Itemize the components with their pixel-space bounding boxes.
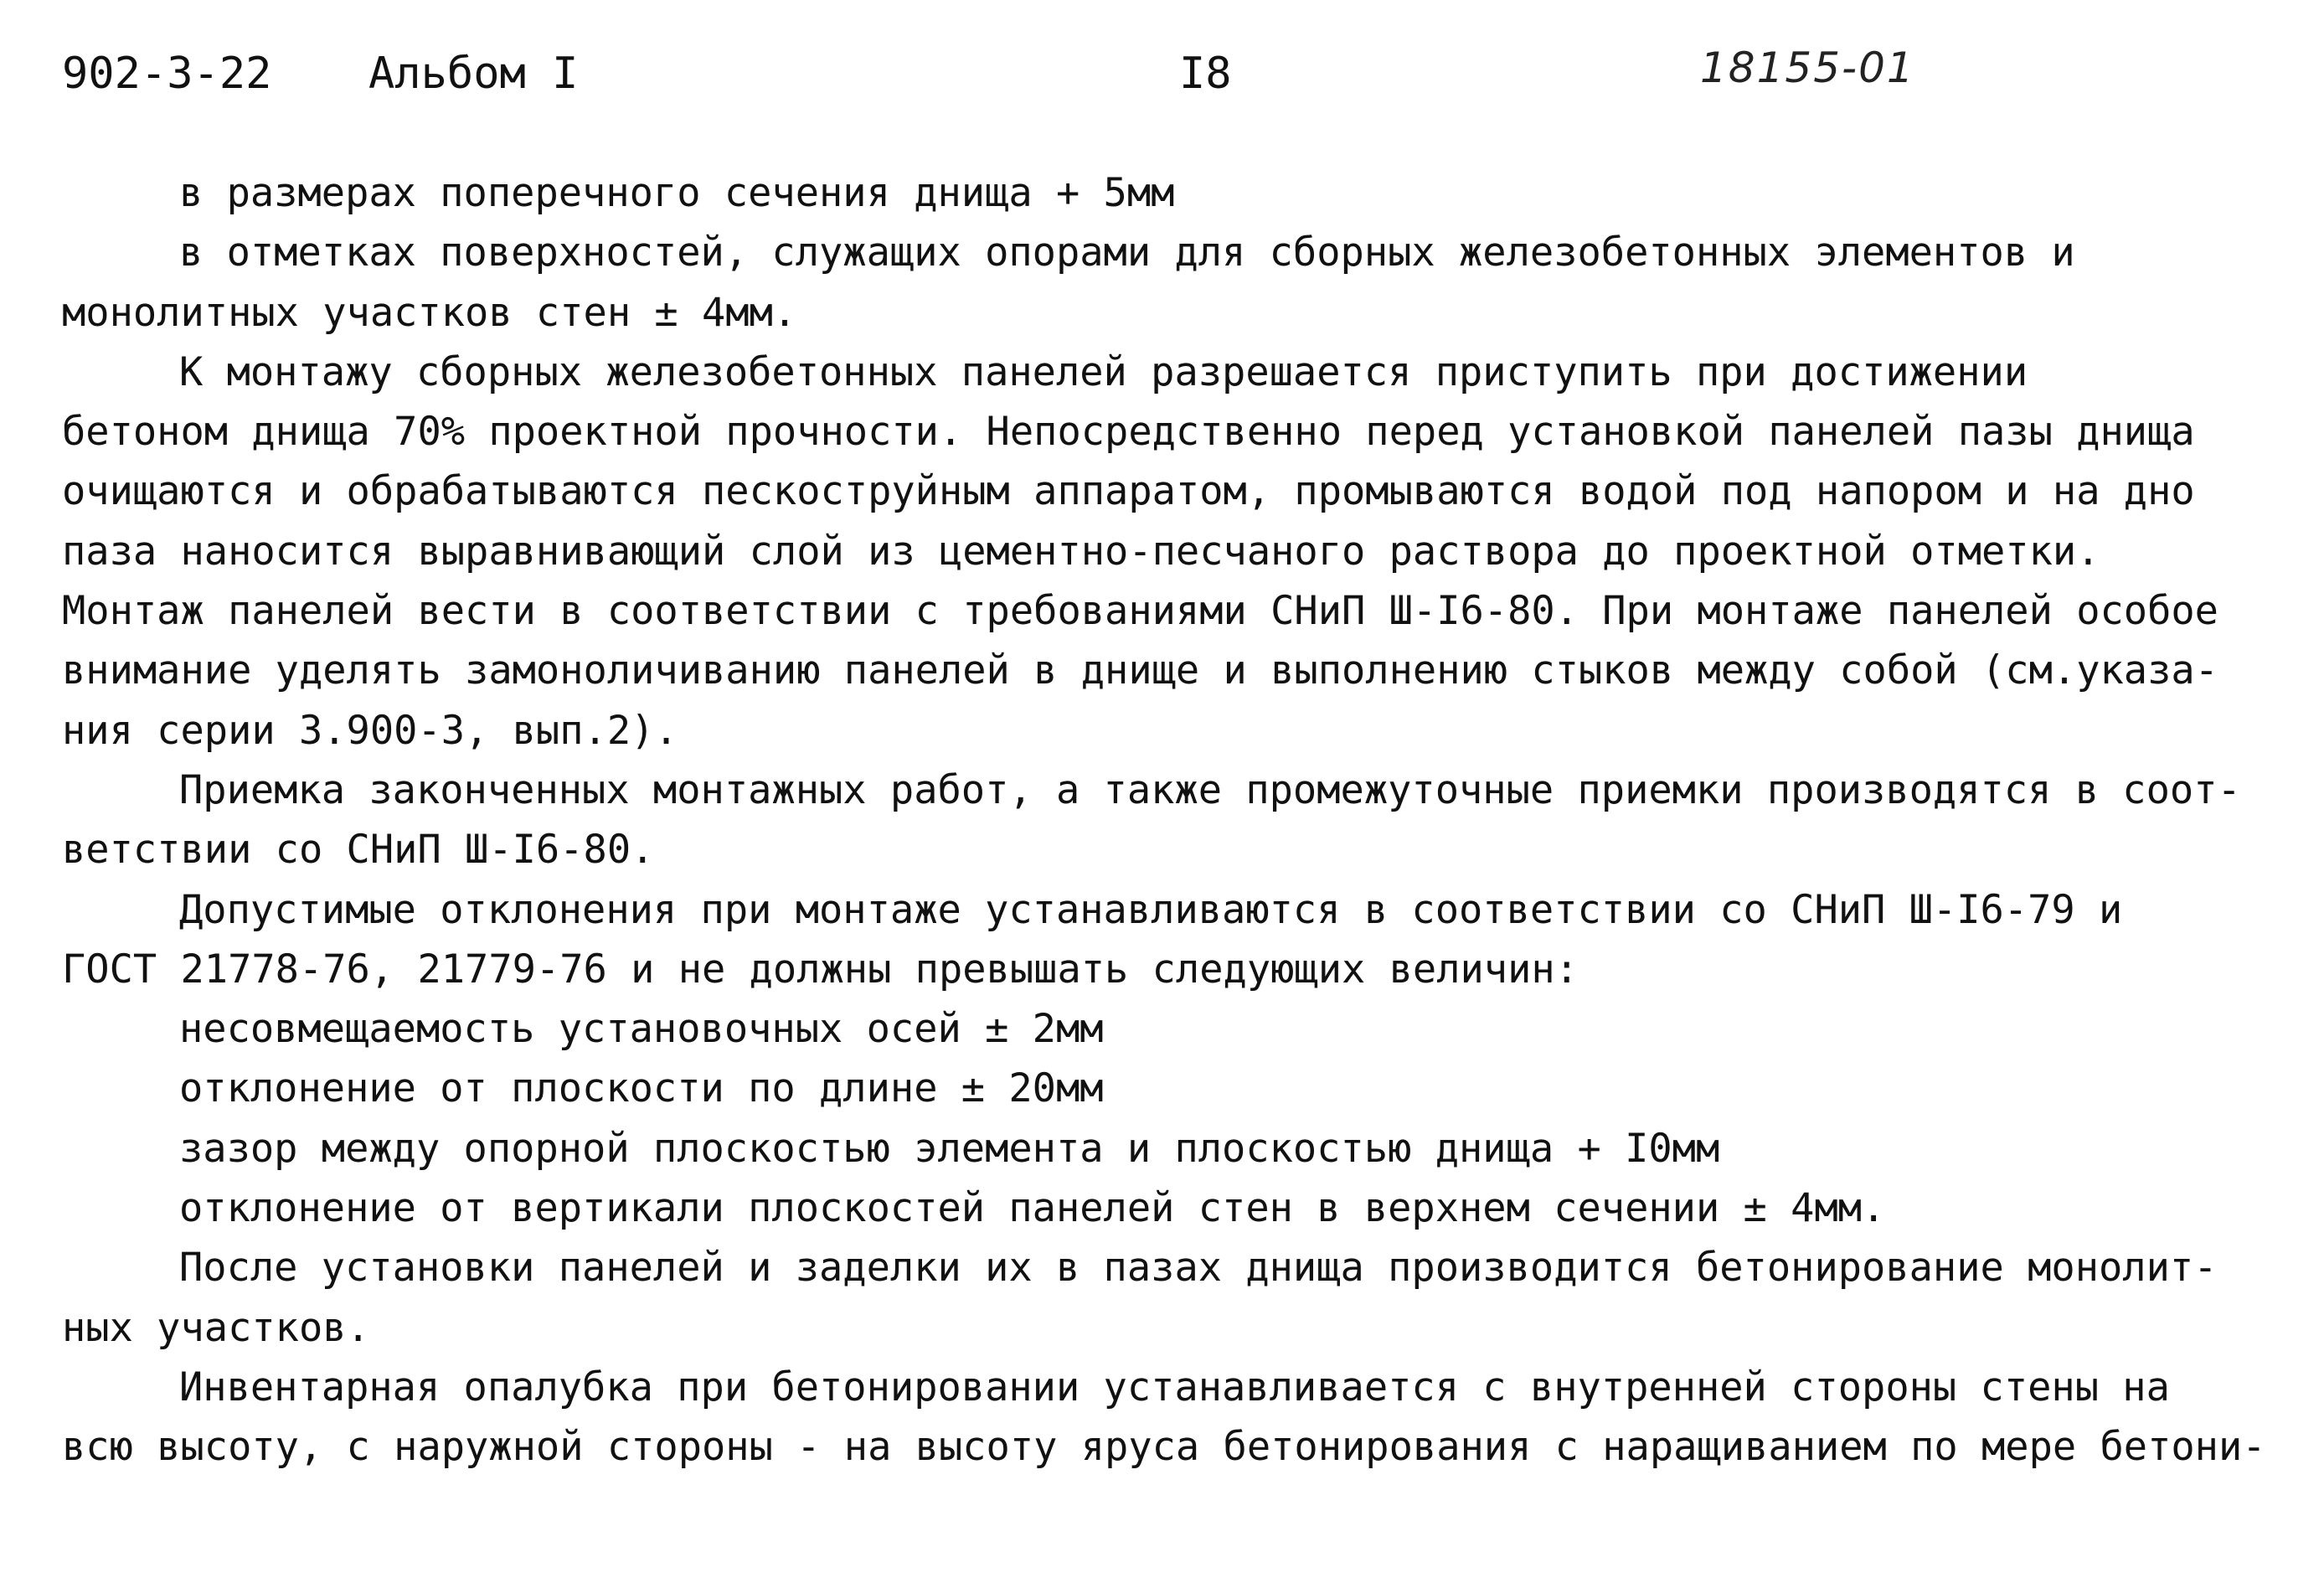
text-line: После установки панелей и заделки их в пазах днища производится бетонирование монолит- [179, 1245, 2218, 1292]
text-line: Приемка законченных монтажных работ, а также промежуточные приемки производятся в соот- [179, 766, 2241, 813]
album-label: Альбом I [368, 49, 579, 99]
text-line: в отметках поверхностей, служащих опорами для сборных железобетонных элементов и [179, 229, 2075, 276]
handwritten-inventory-number: 18155-01 [1700, 44, 1915, 92]
text-line: ветствии со СНиП Ш-I6-80. [62, 827, 655, 874]
text-line: монолитных участков стен ± 4мм. [62, 289, 797, 336]
text-line: Допустимые отклонения при монтаже устанавливаются в соответствии со СНиП Ш-I6-79 и [179, 886, 2123, 933]
text-line: ГОСТ 21778-76, 21779-76 и не должны превышать следующих величин: [62, 946, 1579, 993]
text-line: бетоном днища 70% проектной прочности. Непосредственно перед установкой панелей пазы днища [62, 409, 2195, 456]
text-line: отклонение от плоскости по длине ± 20мм [179, 1065, 1104, 1112]
text-line: всю высоту, с наружной стороны - на высоту яруса бетонирования с наращиванием по мере бетони- [62, 1424, 2266, 1471]
text-line: Инвентарная опалубка при бетонировании устанавливается с внутренней стороны стены на [179, 1364, 2170, 1410]
document-body [62, 163, 2266, 1477]
text-line: ных участков. [62, 1304, 370, 1351]
page-number: I8 [1179, 49, 1232, 99]
text-line: отклонение от вертикали плоскостей панелей стен в верхнем сечении ± 4мм. [179, 1185, 1886, 1232]
text-line: Монтаж панелей вести в соответствии с требованиями СНиП Ш-I6-80. При монтаже панелей особое [62, 588, 2218, 635]
text-line: внимание уделять замоноличиванию панелей в днище и выполнению стыков между собой (см.указа- [62, 647, 2218, 694]
document-code: 902-3-22 [62, 49, 272, 99]
text-line: в размерах поперечного сечения днища + 5мм [179, 170, 1175, 216]
text-line: очищаются и обрабатываются пескоструйным аппаратом, промываются водой под напором и на дно [62, 468, 2195, 515]
text-line: несовмещаемость установочных осей ± 2мм [179, 1006, 1104, 1053]
text-line: зазор между опорной плоскостью элемента и плоскостью днища + I0мм [179, 1125, 1720, 1172]
text-line: паза наносится выравнивающий слой из цементно-песчаного раствора до проектной отметки. [62, 528, 2100, 575]
text-line: ния серии 3.900-3, вып.2). [62, 707, 678, 754]
text-line: К монтажу сборных железобетонных панелей разрешается приступить при достижении [179, 348, 2028, 395]
